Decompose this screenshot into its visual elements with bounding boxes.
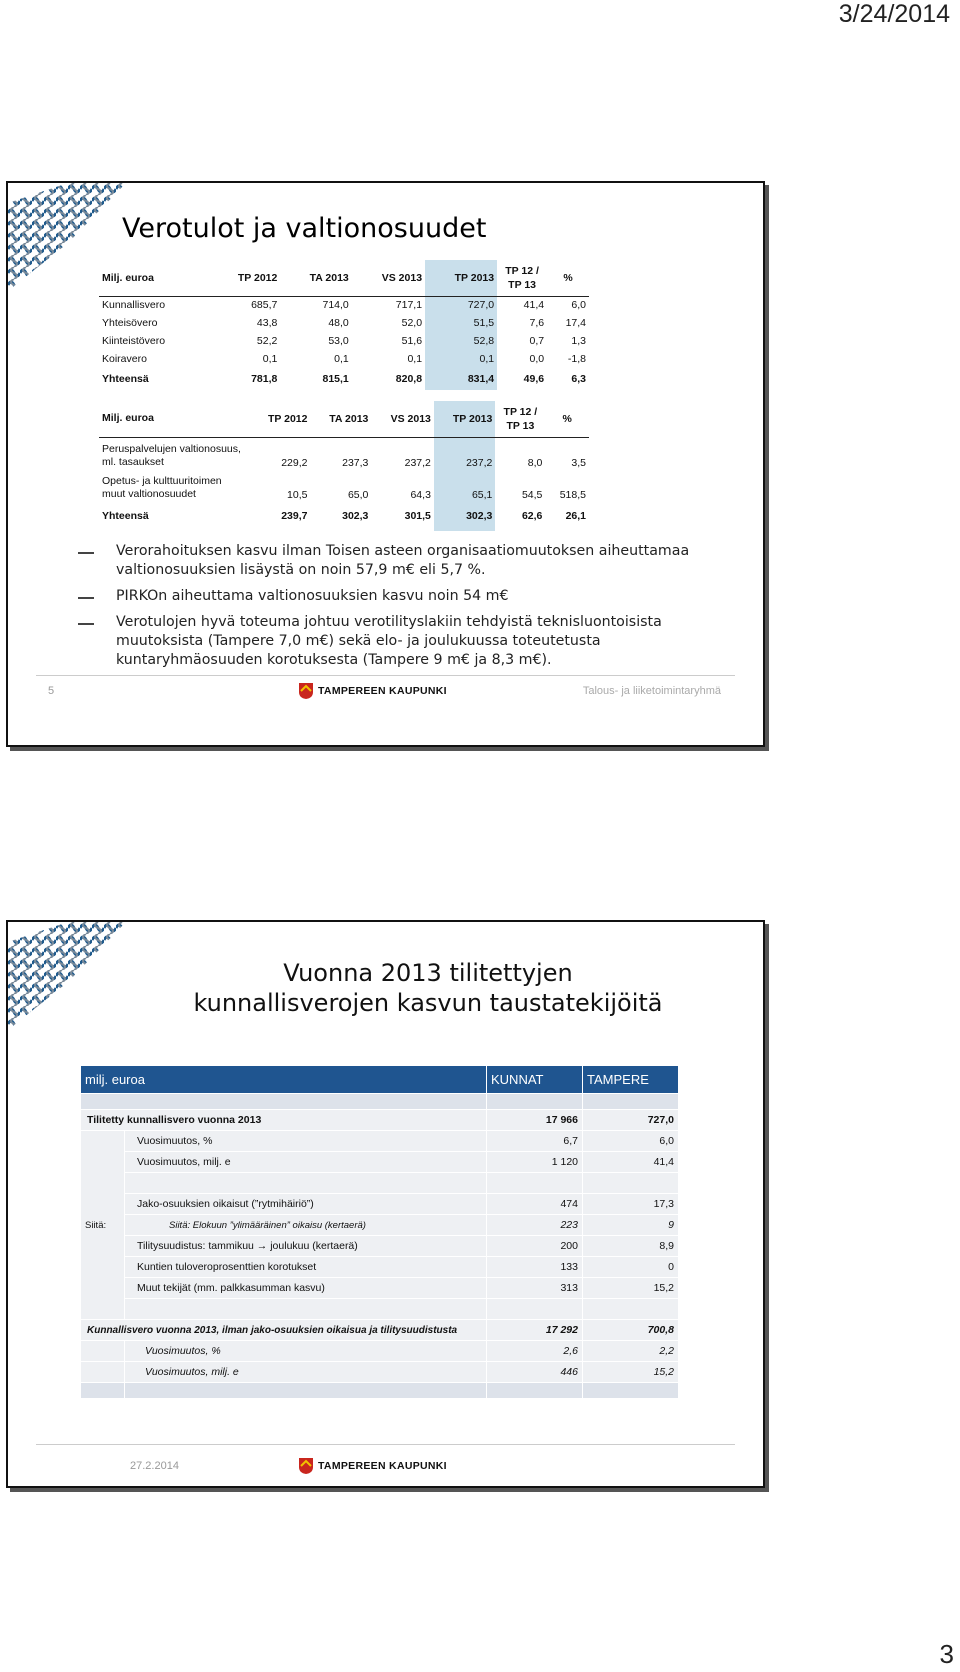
table-cell: Kiinteistövero [102,335,166,347]
table-cell: 301,5 [404,510,431,522]
table-row [99,437,589,469]
table-cell: 0,1 [334,353,349,365]
table-header: TP 2013 [434,401,495,437]
table-row [81,1215,679,1236]
table-cell: 714,0 [322,299,349,312]
footer-divider [36,675,735,676]
table-cell: 237,2 [434,437,495,469]
slide-verotulot [6,181,765,747]
table-cell: 65,0 [347,489,369,501]
woven-pattern-logo-icon [8,922,126,1030]
table-cell: 1,3 [571,335,586,347]
table-cell: 17 966 [487,1110,583,1131]
table-cell: 0 [583,1257,679,1278]
table-cell: Vuosimuutos, % [125,1341,487,1362]
table-cell: 17,3 [583,1194,679,1215]
table-cell: Koiravero [102,353,147,365]
table-cell: 302,3 [342,510,369,522]
table-cell: Yhteisövero [102,317,158,329]
state-subsidy-table [99,401,589,531]
footer-divider [36,1444,735,1445]
table-cell: 717,1 [395,299,423,312]
bullet-item [78,613,738,670]
table-cell: 52,0 [401,317,423,329]
table-cell: 474 [487,1194,583,1215]
table-row [81,1341,679,1362]
city-logo [298,682,447,700]
dash-bullet-icon [78,552,94,554]
table-header: TA 2013 [310,401,371,437]
table-cell: 41,4 [583,1152,679,1173]
table-cell: 133 [487,1257,583,1278]
table-header: % [545,401,589,437]
slide-title: Vuonna 2013 tilitettyjen kunnallisverojen kasvun taustatekijöitä [193,959,663,1017]
table-row [81,1257,679,1278]
table-cell: 7,6 [529,317,545,329]
table-cell: 200 [487,1236,583,1257]
table-cell: Vuosimuutos, % [125,1131,487,1152]
table-cell: 237,2 [404,457,431,469]
table-spacer-row [81,1383,679,1399]
table-spacer-row [81,1173,679,1194]
table-cell: 17,4 [565,317,586,329]
table-cell: 820,8 [395,373,423,385]
slide-kunnallisvero [6,920,765,1488]
table-cell: 831,4 [425,368,497,390]
table-cell: 6,0 [571,299,586,312]
table-row [81,1278,679,1299]
table-cell: 3,5 [571,457,586,469]
city-logo [298,1457,447,1475]
table-cell: 700,8 [583,1320,679,1341]
table-cell: 2,2 [583,1341,679,1362]
municipal-tax-table [80,1065,679,1399]
table-cell: Siitä: Elokuun ”ylimääräinen” oikaisu (kertaerä) [125,1215,487,1236]
table-cell: Tilitetty kunnallisvero vuonna 2013 [81,1110,487,1131]
table-cell: 239,7 [281,510,308,522]
table-cell: Yhteensä [102,373,149,385]
table-cell: 727,0 [425,296,497,314]
bullet-text: Verorahoituksen kasvu ilman Toisen asteen organisaatiomuutoksen aiheuttamaa valtionosuuksien lisäystä on noin 57,9 m€ eli 5,7 %. [116,543,690,578]
dash-bullet-icon [78,623,94,625]
siita-label: Siitä: [81,1131,125,1320]
table-cell: Yhteensä [102,509,149,522]
table-cell: 52,2 [256,335,278,347]
table-cell: Kunnallisvero vuonna 2013, ilman jako-osuuksien oikaisua ja tilitysuudistusta [81,1320,487,1341]
table-header: TP 12 / TP 13 [497,260,547,296]
table-cell: 51,5 [425,314,497,332]
table-header: VS 2013 [371,401,434,437]
table-header: TP 2012 [249,401,310,437]
table-cell: 6,3 [571,373,586,385]
table-cell: 223 [487,1215,583,1236]
dash-bullet-icon [78,597,94,599]
table-cell: 302,3 [434,501,495,531]
slide-page-number: 5 [48,685,55,697]
table-cell: 49,6 [523,373,545,385]
table-cell: 52,8 [425,332,497,350]
table-row [81,1194,679,1215]
table-cell: 51,6 [401,335,423,347]
table-cell: 727,0 [583,1110,679,1131]
footer-department: Talous- ja liiketoimintaryhmä [582,685,721,697]
table-cell: -1,8 [567,353,586,365]
table-header: TP 2012 [208,260,280,296]
table-header: TAMPERE [583,1066,679,1094]
table-cell: 15,2 [583,1278,679,1299]
bullet-text: Verotulojen hyvä toteuma johtuu verotilityslakiin tehdyistä teknisluontoisista muutoksista (Tampere 7,0 m€) sekä elo- ja joulukuussa toteutetusta kuntaryhmäosuuden korotuksesta (Tampere 9 m€ ja 8,3 m€). [116,614,662,668]
table-cell: 0,1 [407,353,423,365]
page-date: 3/24/2014 [838,0,950,28]
table-cell: 1 120 [487,1152,583,1173]
table-cell: Tilitysuudistus: tammikuu → joulukuu (kertaerä) [125,1236,487,1257]
table-cell: 10,5 [287,489,308,501]
table-cell: 0,7 [529,335,545,347]
slide-title: Verotulot ja valtionosuudet [122,213,487,244]
table-cell: 0,1 [425,350,497,368]
bullet-list [78,542,738,677]
table-header: TP 2013 [425,260,497,296]
table-cell: 781,8 [251,373,278,385]
table-cell: Peruspalvelujen valtionosuus, ml. tasaukset [102,443,241,468]
table-header-row [81,1066,679,1094]
table-cell: 518,5 [559,489,586,501]
slide-date: 27.2.2014 [130,1460,179,1472]
table-header: milj. euroa [81,1066,487,1094]
table-row [99,469,589,501]
table-cell: 53,0 [328,335,349,347]
table-cell: 8,9 [583,1236,679,1257]
table-cell: 15,2 [583,1362,679,1383]
table-row [81,1236,679,1257]
table-cell: Jako-osuuksien oikaisut (”rytmihäiriö”) [125,1194,487,1215]
table-cell: 26,1 [565,510,586,522]
table-row [81,1320,679,1341]
city-logo-text: TAMPEREEN KAUPUNKI [318,685,447,697]
table-cell: 43,8 [256,317,278,329]
bullet-item [78,542,738,580]
page-number: 3 [939,1639,954,1669]
bullet-item [78,587,738,606]
table-header: KUNNAT [487,1066,583,1094]
table-spacer-row [81,1094,679,1110]
table-row [81,1110,679,1131]
table-spacer-row [81,1299,679,1320]
table-cell: 0,0 [529,353,545,365]
table-cell: 17 292 [487,1320,583,1341]
table-total-row [99,501,589,531]
table-cell: Muut tekijät (mm. palkkasumman kasvu) [125,1278,487,1299]
table-header: TP 12 / TP 13 [495,401,545,437]
table-cell: 54,5 [521,489,543,501]
table-cell: 9 [583,1215,679,1236]
table-cell: 41,4 [523,299,545,312]
city-logo-text: TAMPEREEN KAUPUNKI [318,1460,447,1472]
table-header: TA 2013 [280,260,351,296]
table-cell: 815,1 [322,373,349,385]
table-cell: 6,0 [583,1131,679,1152]
table-cell: Vuosimuutos, milj. e [125,1152,487,1173]
table-cell: Opetus- ja kulttuuritoimen muut valtionosuudet [102,475,222,500]
table-cell: 6,7 [487,1131,583,1152]
table-cell: Vuosimuutos, milj. e [125,1362,487,1383]
table-cell: 65,1 [434,469,495,501]
table-header: Milj. euroa [99,401,249,437]
table-header: VS 2013 [352,260,425,296]
table-header: % [547,260,589,296]
city-crest-icon [298,682,314,700]
table-cell: 64,3 [410,489,431,501]
table-row [99,332,589,350]
table-cell: Kuntien tuloveroprosenttien korotukset [125,1257,487,1278]
table-cell: 685,7 [251,299,278,312]
table-row [99,350,589,368]
table-cell: 48,0 [328,317,349,329]
table-row [99,314,589,332]
table-header: Milj. euroa [99,260,208,296]
table-row [99,296,589,314]
table-row [81,1362,679,1383]
table-cell: 0,1 [262,353,278,365]
bullet-text: PIRKOn aiheuttama valtionosuuksien kasvu noin 54 m€ [116,588,509,604]
table-total-row [99,368,589,390]
table-cell: 313 [487,1278,583,1299]
table-cell: 62,6 [521,510,543,522]
table-cell: 237,3 [342,457,369,469]
table-row [81,1152,679,1173]
table-cell: 229,2 [281,457,308,469]
table-cell: 446 [487,1362,583,1383]
table-row [81,1131,679,1152]
table-cell: Kunnallisvero [102,299,166,312]
tax-revenue-table [99,260,589,390]
table-cell: 8,0 [527,457,543,469]
city-crest-icon [298,1457,314,1475]
table-cell: 2,6 [487,1341,583,1362]
